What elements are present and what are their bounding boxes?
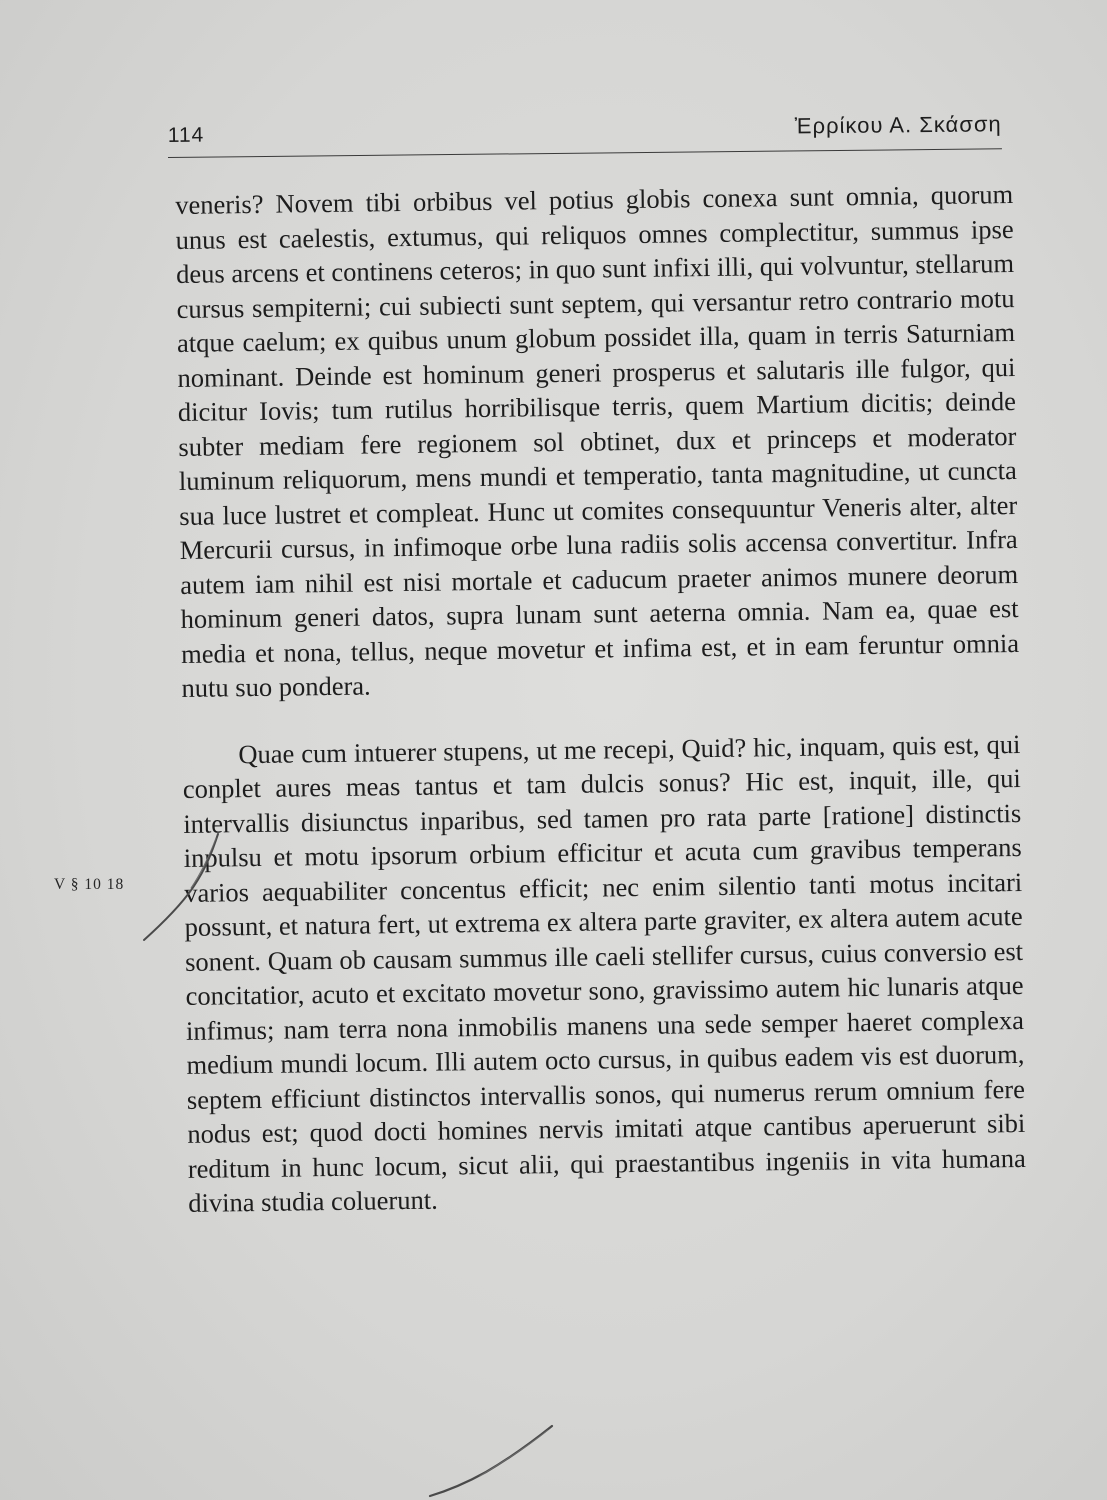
running-head: Ἐρρίκου Α. Σκάσση xyxy=(794,111,1002,139)
header-rule xyxy=(168,148,1002,158)
body-text xyxy=(175,177,1026,1220)
paragraph-2: Quae cum intuerer stupens, ut me recepi, Quid? hic, inquam, quis est, qui conplet aures meas tantus et tam dulcis sonus? Hic est, inquit, ille, qui intervallis disiunctus inparibus, sed tamen pro rata parte [ratione] distinctis inpulsu et motu ipsorum orbium efficitur et acuta cum gravibus temperans varios aequabiliter concentus efficit; nec enim silentio tanti motus incitari possunt, et natura fert, ut extrema ex altera parte graviter, ex altera autem acute sonent. Quam ob causam summus ille caeli stellifer cursus, cuius conversio est concitatior, acuto et excitato movetur sono, gravissimo autem hic lunaris atque infimus; nam terra nona inmobilis manens una sede semper haeret complexa medium mundi locum. Illi autem octo cursus, in quibus eadem vis est duorum, septem efficiunt distinctos intervallis sonos, qui numerus rerum omnium fere nodus est; quod docti homines nervis imitati atque cantibus aperuerunt sibi reditum in hunc locum, sicut alii, qui praestantibus ingeniis in vita humana divina studia coluerunt. xyxy=(182,728,1026,1218)
margin-reference: V § 10 18 xyxy=(54,876,125,893)
pencil-mark-end xyxy=(420,1420,560,1500)
page-header xyxy=(167,99,1001,158)
page-number: 114 xyxy=(167,123,205,148)
paragraph-1: veneris? Novem tibi orbibus vel potius globis conexa sunt omnia, quorum unus est caelestis, extumus, qui reliquos omnes complectitur, summus ipse deus arcens et continens ceteros; in quo sunt infixi illi, qui volvuntur, stellarum cursus sempiterni; cui subiecti sunt septem, qui versantur retro contrario motu atque caelum; ex quibus unum globum possidet illa, quam in terris Saturniam nominant. Deinde est hominum generi prosperus et salutaris ille fulgor, qui dicitur Iovis; tum rutilus horribilisque terris, quem Martium dicitis; deinde subter mediam fere regionem sol obtinet, dux et princeps et moderator luminum reliquorum, mens mundi et temperatio, tanta magnitudine, ut cuncta sua luce lustret et compleat. Hunc ut comites consequuntur Veneris alter, alter Mercurii cursus, in infimoque orbe luna radiis solis accensa convertitur. Infra autem iam nihil est nisi mortale et caducum praeter animos munere deorum hominum generi datos, supra lunam sunt aeterna omnia. Nam ea, quae est media et nona, tellus, neque movetur et infima est, et in eam feruntur omnia nutu suo pondera. xyxy=(175,179,1020,703)
